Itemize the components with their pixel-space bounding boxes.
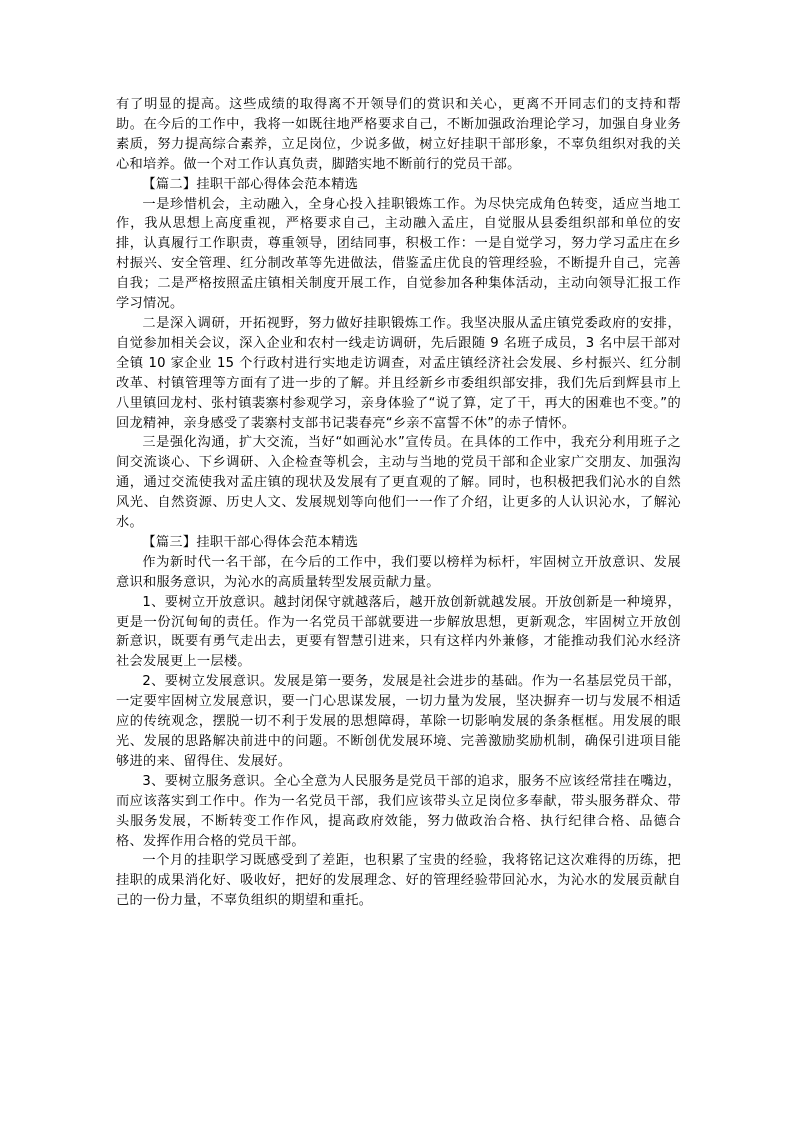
section-heading-2: 【篇二】挂职干部心得体会范本精选 (142, 176, 359, 192)
paragraph-3-5: 一个月的挂职学习既感受到了差距，也积累了宝贵的经验，我将铭记这次难得的历练，把挂职的成果消化好、吸收好，把好的发展理念、好的管理经验带回沁水，为沁水的发展贡献自己的一份力量，不辜负组织的期望和重托。 (116, 853, 681, 909)
paragraph-2-2: 二是深入调研，开拓视野，努力做好挂职锻炼工作。我坚决服从孟庄镇党委政府的安排，自觉参加相关会议，深入企业和农村一线走访调研，先后跟随 9 名班子成员，3 名中层干部对全镇 10 家企业 15 个行政村进行实地走访调查，对孟庄镇经济社会发展、乡村振兴、红分制改革、村镇管理等方面有了进一步的了解。并且经新乡市委组织部安排，我们先后到辉县市上八里镇回龙村、张村镇裴寨村参观学习，亲身体验了“说了算，定了干，再大的困难也不变。”的回龙精神，亲身感受了裴寨村支部书记裴春亮“乡亲不富誓不休”的赤子情怀。 (116, 315, 681, 431)
paragraph-2-3: 三是强化沟通，扩大交流，当好“如画沁水”宣传员。在具体的工作中，我充分利用班子之间交流谈心、下乡调研、入企检查等机会，主动与当地的党员干部和企业家广交朋友、加强沟通，通过交流使我对孟庄镇的现状及发展有了更直观的了解。同时，也积极把我们沁水的自然风光、自然资源、历史人文、发展规划等向他们一一作了介绍，让更多的人认识沁水，了解沁水。 (116, 435, 681, 531)
document-page (116, 95, 681, 911)
paragraph-3-4: 3、要树立服务意识。全心全意为人民服务是党员干部的追求，服务不应该经常挂在嘴边，而应该落实到工作中。作为一名党员干部，我们应该带头立足岗位多奉献，带头服务群众、带头服务发展，不断转变工作作风，提高政府效能，努力做政治合格、执行纪律合格、品德合格、发挥作用合格的党员干部。 (116, 773, 681, 849)
paragraph-3-1: 作为新时代一名干部，在今后的工作中，我们要以榜样为标杆，牢固树立开放意识、发展意识和服务意识，为沁水的高质量转型发展贡献力量。 (116, 554, 681, 590)
section-heading-3: 【篇三】挂职干部心得体会范本精选 (142, 534, 359, 550)
paragraph-2-1: 一是珍惜机会，主动融入，全身心投入挂职锻炼工作。为尽快完成角色转变，适应当地工作，我从思想上高度重视，严格要求自己，主动融入孟庄，自觉服从县委组织部和单位的安排，认真履行工作职责，尊重领导，团结同事，积极工作：一是自觉学习，努力学习孟庄在乡村振兴、安全管理、红分制改革等先进做法，借鉴孟庄优良的管理经验，不断提升自己，完善自我；二是严格按照孟庄镇相关制度开展工作，自觉参加各种集体活动，主动向领导汇报工作学习情况。 (116, 196, 681, 312)
paragraph-3-3: 2、要树立发展意识。发展是第一要务，发展是社会进步的基础。作为一名基层党员干部，一定要牢固树立发展意识，要一门心思谋发展，一切力量为发展，坚决摒弃一切与发展不相适应的传统观念，摆脱一切不利于发展的思想障碍，革除一切影响发展的条条框框。用发展的眼光、发展的思路解决前进中的问题。不断创优发展环境、完善激励奖励机制，确保引进项目能够进的来、留得住、发展好。 (116, 674, 681, 769)
paragraph-intro: 有了明显的提高。这些成绩的取得离不开领导们的赏识和关心，更离不开同志们的支持和帮助。在今后的工作中，我将一如既往地严格要求自己，不断加强政治理论学习，加强自身业务素质，努力提高综合素养，立足岗位，少说多做，树立好挂职干部形象，不辜负组织对我的关心和培养。做一个对工作认真负责，脚踏实地不断前行的党员干部。 (116, 97, 681, 172)
paragraph-3-2: 1、要树立开放意识。越封闭保守就越落后，越开放创新就越发展。开放创新是一种境界，更是一份沉甸甸的责任。作为一名党员干部就要进一步解放思想，更新观念，牢固树立开放创新意识，既要有勇气走出去，更要有智慧引进来，只有这样内外兼修，才能推动我们沁水经济社会发展更上一层楼。 (116, 594, 681, 670)
